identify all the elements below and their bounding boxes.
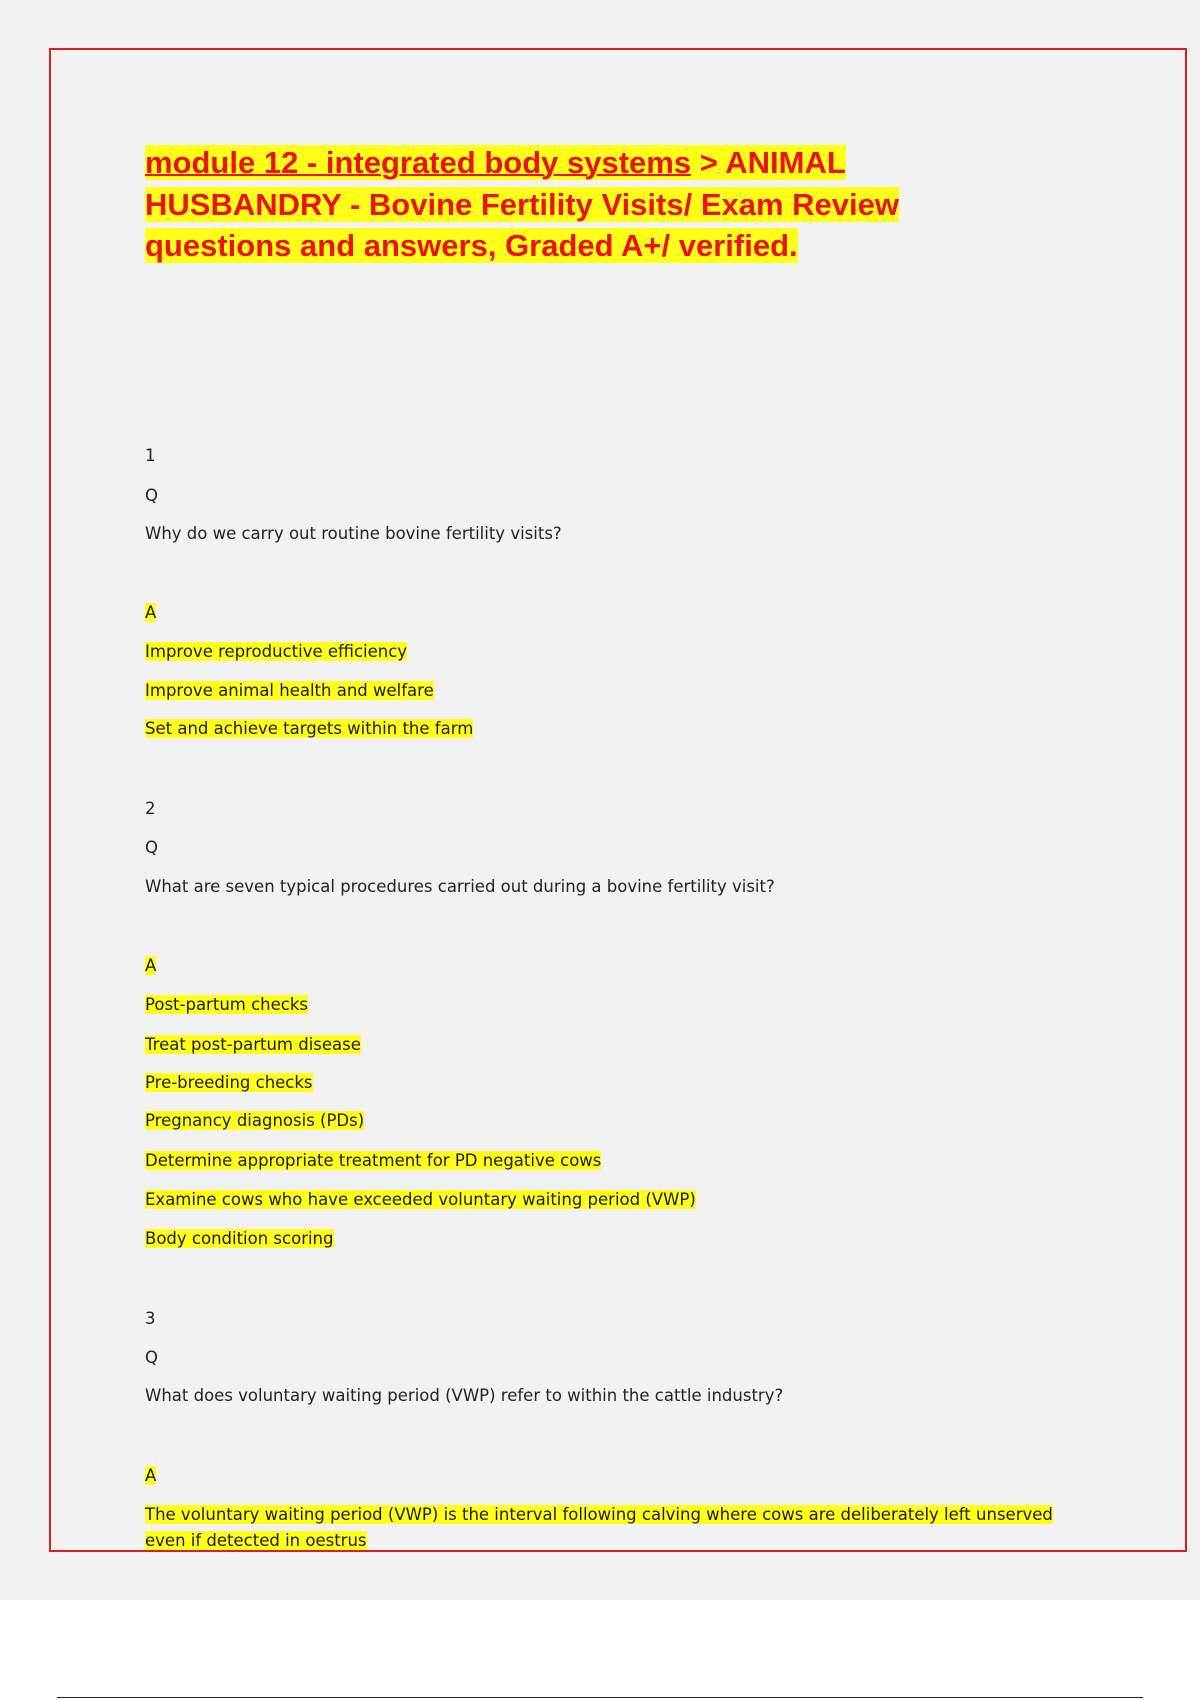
title-link[interactable]: module 12 - integrated body systems <box>145 145 692 180</box>
question-number: 3 <box>145 1308 156 1328</box>
answer-item: Post-partum checks <box>145 994 308 1014</box>
footer-divider <box>57 1697 1143 1698</box>
title-text: > ANIMAL HUSBANDRY - Bovine Fertility Visits/ Exam Review questions and answers, Graded A+/ verified. <box>145 145 899 263</box>
question-label: Q <box>145 837 158 857</box>
question-number: 2 <box>145 798 156 818</box>
answer-item: Improve animal health and welfare <box>145 680 434 700</box>
answer-item: The voluntary waiting period (VWP) is the interval following calving where cows are deliberately left unserved even if detected in oestrus <box>145 1504 1053 1550</box>
document-content <box>145 142 1105 1550</box>
document-title <box>145 142 945 267</box>
question-number: 1 <box>145 445 156 465</box>
answer-item: Pregnancy diagnosis (PDs) <box>145 1110 365 1130</box>
answer-item: Body condition scoring <box>145 1228 334 1248</box>
answer-item: Examine cows who have exceeded voluntary waiting period (VWP) <box>145 1189 696 1209</box>
question-text: What does voluntary waiting period (VWP) refer to within the cattle industry? <box>145 1385 784 1405</box>
answer-label: A <box>145 1465 157 1485</box>
question-text: What are seven typical procedures carried out during a bovine fertility visit? <box>145 876 775 896</box>
question-label: Q <box>145 485 158 505</box>
answer-label: A <box>145 602 157 622</box>
answer-label: A <box>145 955 157 975</box>
answer-item: Improve reproductive efficiency <box>145 641 408 661</box>
question-text: Why do we carry out routine bovine fertility visits? <box>145 523 562 543</box>
page-border <box>49 48 1187 1552</box>
answer-item: Pre-breeding checks <box>145 1072 313 1092</box>
answer-item: Set and achieve targets within the farm <box>145 718 474 738</box>
answer-item: Treat post-partum disease <box>145 1034 361 1054</box>
question-label: Q <box>145 1347 158 1367</box>
answer-item: Determine appropriate treatment for PD negative cows <box>145 1150 602 1170</box>
